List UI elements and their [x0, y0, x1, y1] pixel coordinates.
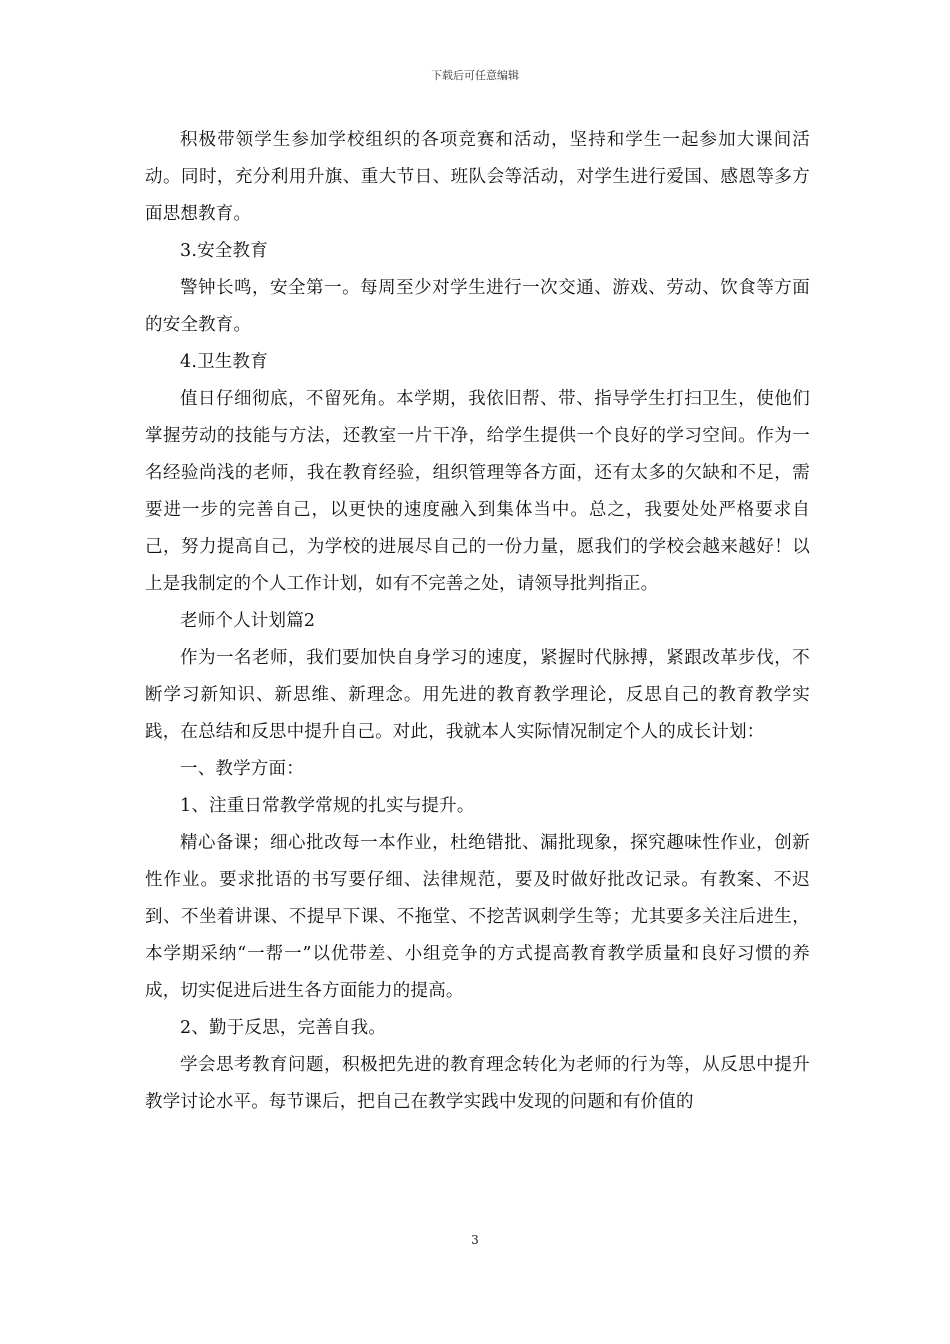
- heading-plan-part-2: 老师个人计划篇2: [180, 611, 316, 631]
- paragraph-reflection: 学会思考教育问题，积极把先进的教育理念转化为老师的行为等，从反思中提升教学讨论水平。每节课后，把自己在教学实践中发现的问题和有价值的: [145, 1055, 810, 1112]
- paragraph-safety: 警钟长鸣，安全第一。每周至少对学生进行一次交通、游戏、劳动、饮食等方面的安全教育。: [145, 278, 810, 335]
- page-header: 下载后可任意编辑: [431, 69, 519, 82]
- heading-safety-education: 3.安全教育: [180, 241, 268, 261]
- heading-teaching: 一、教学方面：: [180, 759, 304, 779]
- paragraph-intro: 作为一名老师，我们要加快自身学习的速度，紧握时代脉搏，紧跟改革步伐，不断学习新知识、新思维、新理念。用先进的教育教学理论，反思自己的教育教学实践，在总结和反思中提升自己。对此，我就本人实际情况制定个人的成长计划：: [145, 648, 810, 742]
- paragraph-hygiene: 值日仔细彻底，不留死角。本学期，我依旧帮、带、指导学生打扫卫生，使他们掌握劳动的技能与方法，还教室一片干净，给学生提供一个良好的学习空间。作为一名经验尚浅的老师，我在教育经验，组织管理等各方面，还有太多的欠缺和不足，需要进一步的完善自己，以更快的速度融入到集体当中。总之，我要处处严格要求自己，努力提高自己，为学校的进展尽自己的一份力量，愿我们的学校会越来越好！以上是我制定的个人工作计划，如有不完善之处，请领导批判指正。: [145, 389, 810, 594]
- paragraph-routine: 精心备课；细心批改每一本作业，杜绝错批、漏批现象，探究趣味性作业，创新性作业。要求批语的书写要仔细、法律规范，要及时做好批改记录。有教案、不迟到、不坐着讲课、不提早下课、不拖堂、不挖苦讽刺学生等；尤其要多关注后进生，本学期采纳“一帮一”以优带差、小组竞争的方式提高教育教学质量和良好习惯的养成，切实促进后进生各方面能力的提高。: [145, 833, 810, 1001]
- page-number: 3: [471, 1233, 479, 1247]
- heading-hygiene-education: 4.卫生教育: [180, 352, 268, 372]
- heading-reflection: 2、勤于反思，完善自我。: [180, 1018, 387, 1038]
- paragraph-activities: 积极带领学生参加学校组织的各项竞赛和活动，坚持和学生一起参加大课间活动。同时，充分利用升旗、重大节日、班队会等活动，对学生进行爱国、感恩等多方面思想教育。: [145, 130, 810, 224]
- heading-routine: 1、注重日常教学常规的扎实与提升。: [180, 796, 475, 816]
- document-body: [145, 122, 810, 1121]
